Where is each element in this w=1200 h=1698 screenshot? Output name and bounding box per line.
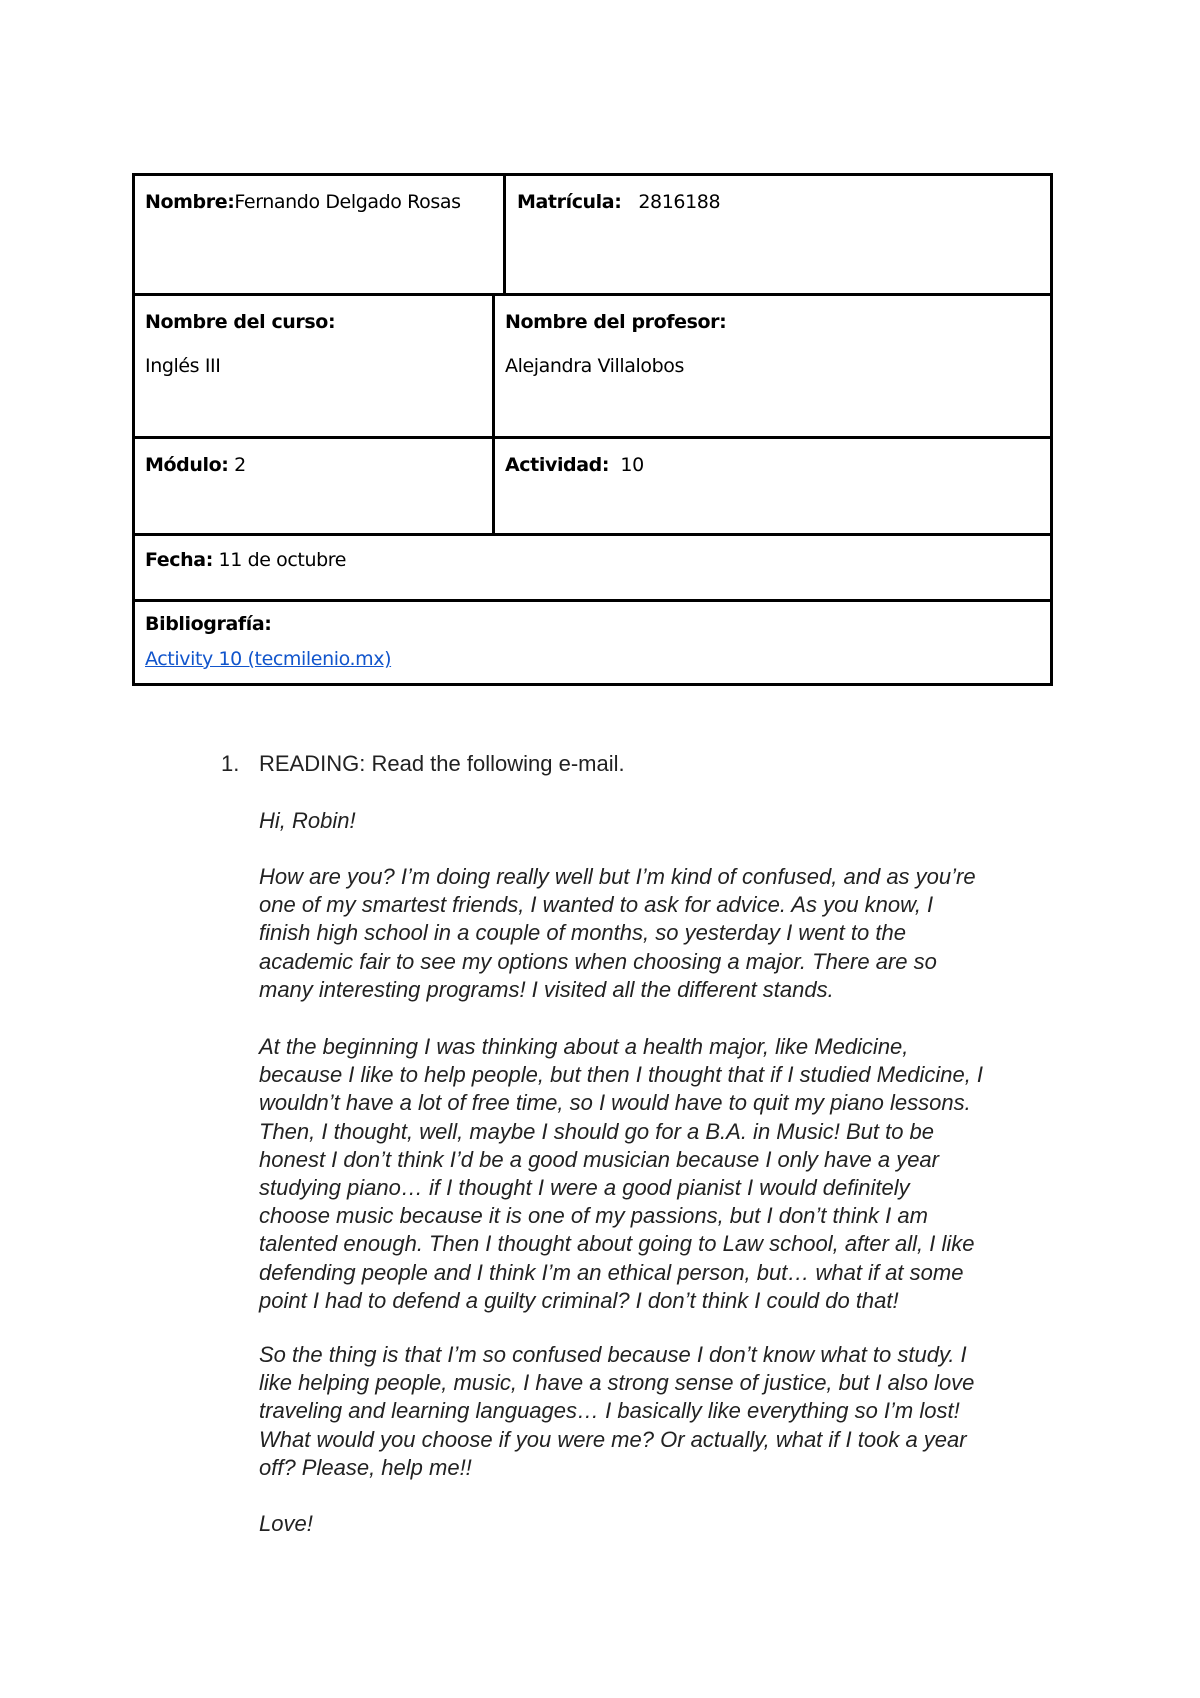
modulo-value: 2 [234,454,246,476]
table-row-bibliography [135,602,1050,683]
cell-nombre [145,176,501,293]
cell-bibliografia [145,602,1050,683]
bibliografia-line [145,648,391,670]
email-line: honest I don’t think I’d be a good musician because I only have a year [259,1146,939,1172]
cell-fecha [145,536,1050,599]
fecha-label: Fecha: [145,549,213,571]
nombre-label: Nombre: [145,191,235,213]
email-line: So the thing is that I’m so confused because I don’t know what to study. I [259,1342,967,1367]
cell-profesor [505,296,1050,436]
fecha-line [145,549,346,571]
actividad-value: 10 [620,454,644,476]
email-line: choose music because it is one of my passions, but I don’t think I am [259,1203,928,1229]
email-line: academic fair to see my options when choosing a major. There are so [259,948,937,974]
cell-matricula [517,176,1050,293]
email-greeting: Hi, Robin! [259,808,356,833]
email-line: finish high school in a couple of months, so yesterday I went to the [259,920,906,946]
actividad-line [505,454,644,476]
bibliography-link[interactable]: Activity 10 (tecmilenio.mx) [145,648,392,670]
table-row-module [135,439,1050,536]
curso-value: Inglés III [145,355,221,377]
matricula-value: 2816188 [638,191,721,213]
table-row-course [135,296,1050,439]
email-paragraph-2 [259,1033,1079,1315]
email-line: How are you? I’m doing really well but I’m kind of confused, and as you’re [259,864,976,889]
email-line: studying piano… if I thought I were a good pianist I would definitely [259,1175,910,1201]
curso-label: Nombre del curso: [145,311,336,333]
column-divider [492,296,495,436]
nombre-value: Fernando Delgado Rosas [234,191,461,213]
cell-actividad [505,439,1050,533]
nombre-line [145,191,461,213]
email-line: point I had to defend a guilty criminal? I don’t think I could do that! [259,1287,899,1313]
email-line: like helping people, music, I have a strong sense of justice, but I also love [259,1370,975,1396]
email-line: Then, I thought, well, maybe I should go for a B.A. in Music! But to be [259,1118,935,1144]
column-divider [492,439,495,533]
email-line: At the beginning I was thinking about a health major, like Medicine, [259,1034,909,1059]
list-number: 1. [221,751,240,776]
cell-modulo [145,439,490,533]
table-row-date [135,536,1050,602]
matricula-label: Matrícula: [517,191,622,213]
email-line: one of my smartest friends, I wanted to ask for advice. As you know, I [259,892,934,918]
email-closing: Love! [259,1511,313,1536]
cell-curso [145,296,490,436]
email-line: because I like to help people, but then I thought that if I studied Medicine, I [259,1062,984,1088]
profesor-label: Nombre del profesor: [505,311,727,333]
email-line: wouldn’t have a lot of free time, so I would have to quit my piano lessons. [259,1090,971,1116]
email-line: many interesting programs! I visited all the different stands. [259,976,834,1002]
actividad-label: Actividad: [505,454,610,476]
modulo-line [145,454,246,476]
email-line: talented enough. Then I thought about going to Law school, after all, I like [259,1231,975,1257]
email-line: traveling and learning languages… I basically like everything so I’m lost! [259,1398,960,1424]
matricula-line [517,191,720,213]
modulo-label: Módulo: [145,454,229,476]
fecha-value: 11 de octubre [218,549,347,571]
email-paragraph-1 [259,863,1079,1004]
table-row-name [135,176,1050,296]
email-line: What would you choose if you were me? Or actually, what if I took a year [259,1426,967,1452]
bibliografia-label: Bibliografía: [145,613,272,635]
student-info-table [132,173,1053,686]
email-line: defending people and I think I’m an ethical person, but… what if at some [259,1259,964,1285]
column-divider [503,176,506,293]
email-line: off? Please, help me!! [259,1454,472,1480]
profesor-value: Alejandra Villalobos [505,355,685,377]
reading-heading: READING: Read the following e-mail. [259,751,625,776]
email-paragraph-3 [259,1341,1079,1482]
